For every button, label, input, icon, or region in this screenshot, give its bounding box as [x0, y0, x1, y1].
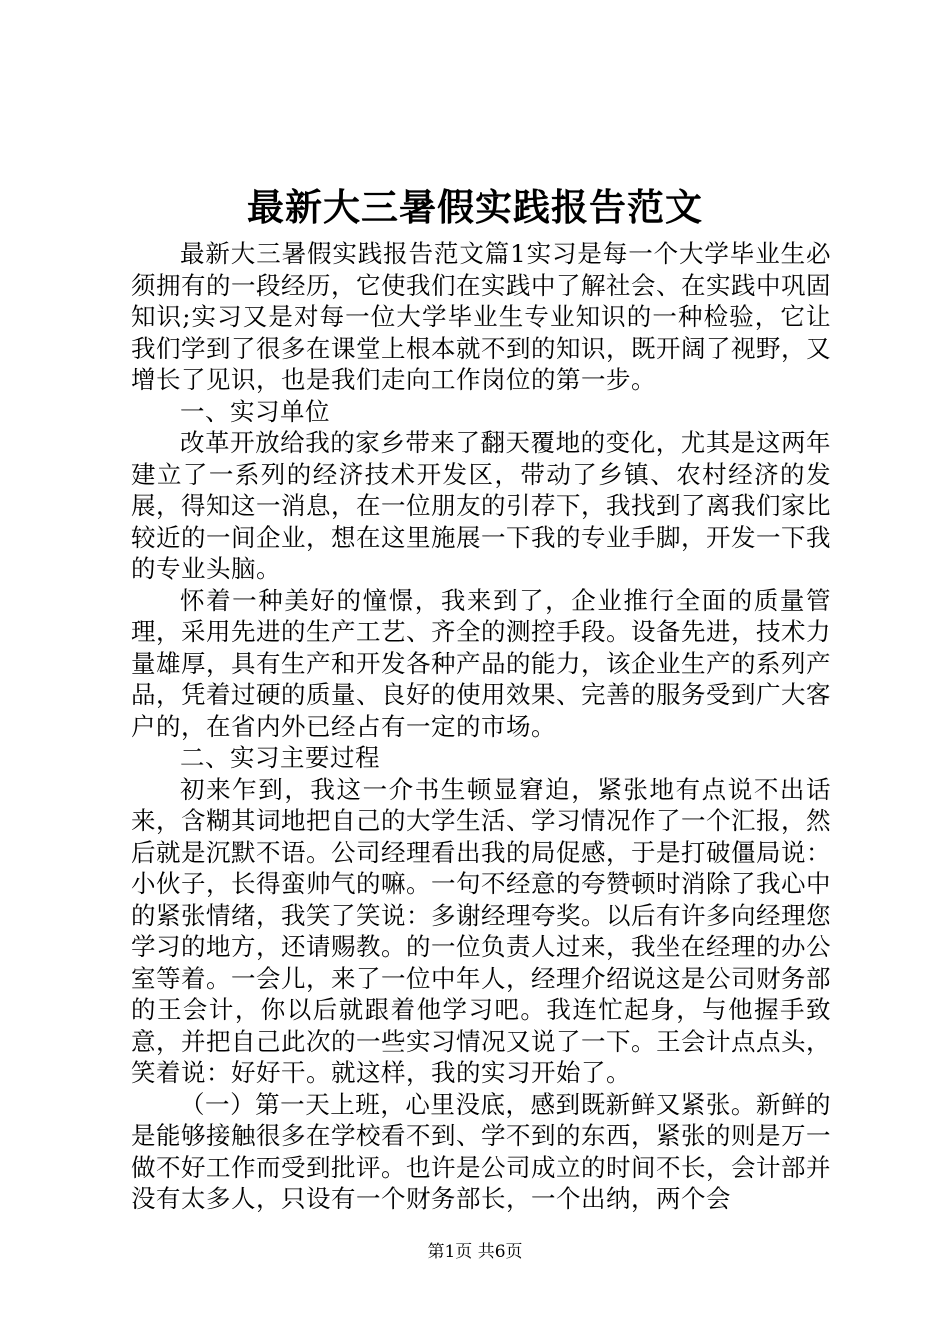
- paragraph-intro: 最新大三暑假实践报告范文篇1实习是每一个大学毕业生必须拥有的一段经历，它使我们在实践中了解社会、在实践中巩固知识;实习又是对每一位大学毕业生专业知识的一种检验，它让我们学到了很多在课堂上根本就不到的知识，既开阔了视野，又增长了见识，也是我们走向工作岗位的第一步。: [131, 239, 831, 394]
- paragraph-first-meeting: 初来乍到，我这一介书生顿显窘迫，紧张地有点说不出话来，含糊其词地把自己的大学生活、学习情况作了一个汇报，然后就是沉默不语。公司经理看出我的局促感，于是打破僵局说：小伙子，长得蛮帅气的嘛。一句不经意的夸赞顿时消除了我心中的紧张情绪，我笑了笑说：多谢经理夸奖。以后有许多向经理您学习的地方，还请赐教。的一位负责人过来，我坐在经理的办公室等着。一会儿，来了一位中年人，经理介绍说这是公司财务部的王会计，你以后就跟着他学习吧。我连忙起身，与他握手致意，并把自己此次的一些实习情况又说了一下。王会计点点头，笑着说：好好干。就这样，我的实习开始了。: [131, 774, 831, 1087]
- section-heading-internship-unit: 一、实习单位: [180, 396, 330, 426]
- section-heading-main-process: 二、实习主要过程: [180, 743, 380, 772]
- page-footer: 第1页 共6页: [427, 1242, 523, 1262]
- document-title: 最新大三暑假实践报告范文: [247, 185, 703, 229]
- document-body: [131, 238, 831, 1215]
- paragraph-hometown: 改革开放给我的家乡带来了翻天覆地的变化，尤其是这两年建立了一系列的经济技术开发区，带动了乡镇、农村经济的发展，得知这一消息，在一位朋友的引荐下，我找到了离我们家比较近的一间企业，想在这里施展一下我的专业手脚，开发一下我的专业头脑。: [131, 428, 831, 583]
- paragraph-first-day: （一）第一天上班，心里没底，感到既新鲜又紧张。新鲜的是能够接触很多在学校看不到、学不到的东西，紧张的则是万一做不好工作而受到批评。也许是公司成立的时间不长，会计部并没有太多人，只设有一个财务部长，一个出纳，两个会: [131, 1089, 831, 1213]
- paragraph-company: 怀着一种美好的憧憬，我来到了，企业推行全面的质量管理，采用先进的生产工艺、齐全的测控手段。设备先进，技术力量雄厚，具有生产和开发各种产品的能力，该企业生产的系列产品，凭着过硬的质量、良好的使用效果、完善的服务受到广大客户的，在省内外已经占有一定的市场。: [131, 585, 831, 741]
